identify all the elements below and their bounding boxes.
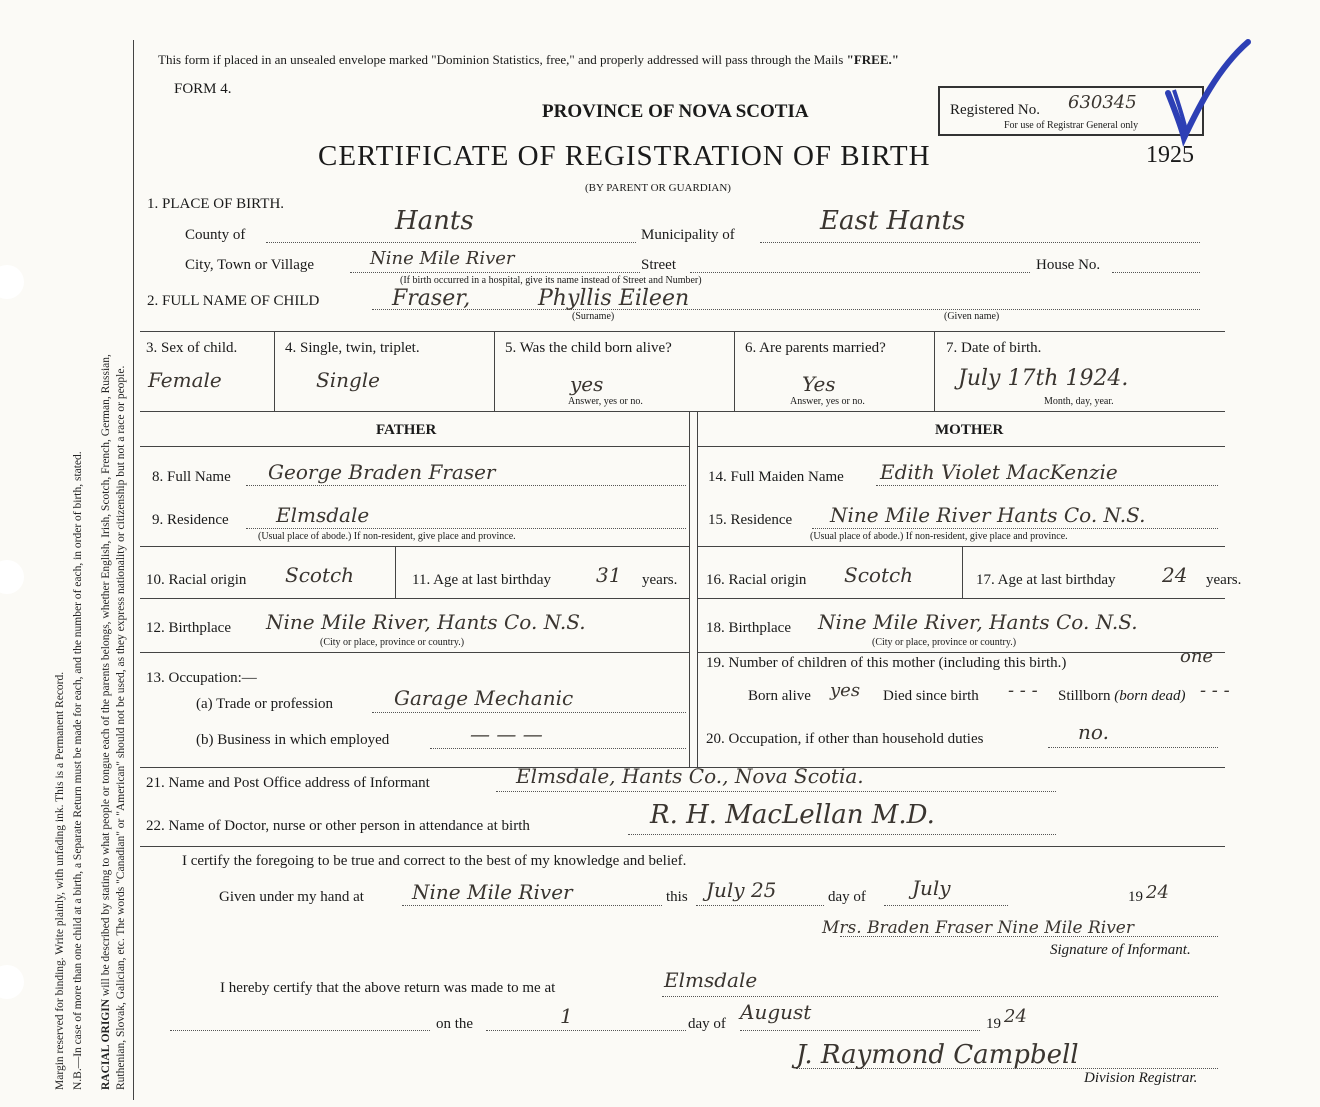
margin-note-racial-origin: RACIAL ORIGIN will be described by stating to what people or tongue each of the parents belongs, whether English, Irish, Scotch, French, German, Russian, <box>100 354 112 1090</box>
rule <box>689 411 690 767</box>
year-stamp: 1925 <box>1146 142 1194 168</box>
informant-signature: Mrs. Braden Fraser Nine Mile River <box>822 918 1134 938</box>
father-age-unit: years. <box>642 572 678 588</box>
surname-caption: (Surname) <box>572 311 615 322</box>
county-line <box>266 242 636 243</box>
registrar-leading-line <box>170 1030 430 1031</box>
registrar-year-prefix: 19 <box>986 1016 1001 1032</box>
father-business-value: — — — <box>470 722 543 746</box>
child-surname: Fraser, <box>392 286 471 311</box>
rule <box>697 546 1225 547</box>
page-title: CERTIFICATE OF REGISTRATION OF BIRTH <box>318 140 931 172</box>
binder-hole <box>0 560 24 594</box>
informant-label: 21. Name and Post Office address of Informant <box>146 775 430 791</box>
registrar-signature: J. Raymond Campbell <box>796 1040 1079 1070</box>
municipality-label: Municipality of <box>641 227 735 243</box>
mother-occupation-label: 20. Occupation, if other than household duties <box>706 731 984 747</box>
month-line <box>884 905 1008 906</box>
registrar-on-the: on the <box>436 1016 474 1032</box>
certify-month-value: July <box>912 876 951 900</box>
father-birthplace-value: Nine Mile River, Hants Co. N.S. <box>266 610 586 634</box>
informant-line <box>496 791 1056 792</box>
father-heading: FATHER <box>376 422 437 438</box>
mother-occupation-value: no. <box>1078 720 1109 744</box>
margin-note-racial-origin-cont: Ruthenian, Slovak, Galician, etc. The words "Canadian" or "American" should not be used, as they express nationality or citizenship but not a race or people. <box>115 365 127 1090</box>
father-occupation-label: 13. Occupation:— <box>146 670 257 686</box>
dob-caption: Month, day, year. <box>1044 396 1114 407</box>
municipality-line <box>760 242 1200 243</box>
day-line <box>696 905 824 906</box>
father-name-value: George Braden Fraser <box>268 460 496 484</box>
mother-birthplace-caption: (City or place, province or country.) <box>872 637 1017 648</box>
registrar-note: For use of Registrar General only <box>1004 120 1139 131</box>
father-residence-value: Elmsdale <box>276 503 370 527</box>
died-label: Died since birth <box>883 688 979 704</box>
stillborn-label: Stillborn (born dead) <box>1058 688 1186 704</box>
mother-children-value: one <box>1180 646 1214 667</box>
given-place-line <box>402 905 662 906</box>
rule <box>395 546 396 598</box>
father-business-line <box>430 748 686 749</box>
registrar-statement: I hereby certify that the above return was made to me at <box>220 980 556 996</box>
signature-caption: Signature of Informant. <box>1050 942 1191 958</box>
mother-occupation-line <box>1048 747 1218 748</box>
mother-residence-value: Nine Mile River Hants Co. N.S. <box>830 503 1146 527</box>
doctor-label: 22. Name of Doctor, nurse or other person in attendance at birth <box>146 818 530 834</box>
born-alive-value: yes <box>830 680 861 701</box>
father-name-label: 8. Full Name <box>152 469 231 485</box>
alive-label: 5. Was the child born alive? <box>505 340 672 356</box>
mother-race-label: 16. Racial origin <box>706 572 807 588</box>
binder-hole <box>0 265 24 299</box>
street-label: Street <box>641 257 676 273</box>
father-birthplace-label: 12. Birthplace <box>146 620 231 636</box>
certify-day-value: July 25 <box>706 878 777 902</box>
county-label: County of <box>185 227 246 243</box>
rule <box>140 411 1225 412</box>
rule <box>140 846 1225 847</box>
registrar-year-value: 24 <box>1004 1006 1027 1027</box>
rule <box>697 411 698 767</box>
plurality-label: 4. Single, twin, triplet. <box>285 340 420 356</box>
certify-year-value: 24 <box>1146 882 1169 903</box>
registered-number: 630345 <box>1068 92 1137 113</box>
father-business-label: (b) Business in which employed <box>196 732 390 748</box>
mother-age-label: 17. Age at last birthday <box>976 572 1116 588</box>
rule <box>140 598 689 599</box>
mother-birthplace-label: 18. Birthplace <box>706 620 791 636</box>
father-age-label: 11. Age at last birthday <box>412 572 551 588</box>
binder-hole <box>0 965 24 999</box>
sex-value: Female <box>148 368 222 392</box>
city-line <box>350 272 640 273</box>
registrar-day-line <box>486 1030 686 1031</box>
mail-notice: This form if placed in an unsealed envelope marked "Dominion Statistics, free," and properly addressed will pass through the Mails "FREE." <box>158 52 899 67</box>
rule <box>697 652 1225 653</box>
father-residence-caption: (Usual place of abode.) If non-resident, give place and province. <box>258 531 516 542</box>
certify-statement: I certify the foregoing to be true and correct to the best of my knowledge and belief. <box>182 853 687 869</box>
registrar-place-line <box>662 996 1218 997</box>
mother-birthplace-value: Nine Mile River, Hants Co. N.S. <box>818 610 1138 634</box>
married-label: 6. Are parents married? <box>745 340 886 356</box>
father-age-value: 31 <box>596 563 622 587</box>
registrar-day-value: 1 <box>560 1004 573 1028</box>
father-race-label: 10. Racial origin <box>146 572 247 588</box>
dob-label: 7. Date of birth. <box>946 340 1042 356</box>
father-race-value: Scotch <box>285 563 355 587</box>
house-label: House No. <box>1036 257 1101 273</box>
married-caption: Answer, yes or no. <box>790 396 865 407</box>
mother-name-label: 14. Full Maiden Name <box>708 469 844 485</box>
child-given-name: Phyllis Eileen <box>538 286 690 311</box>
father-trade-line <box>372 712 686 713</box>
rule <box>962 546 963 598</box>
dob-value: July 17th 1924. <box>958 366 1129 391</box>
rule <box>140 331 1225 332</box>
margin-rule <box>133 40 134 1100</box>
child-name-line <box>372 309 1200 310</box>
mother-residence-label: 15. Residence <box>708 512 793 528</box>
father-birthplace-caption: (City or place, province or country.) <box>320 637 465 648</box>
rule <box>140 446 689 447</box>
given-caption: (Given name) <box>944 311 1000 322</box>
stillborn-value: - - - <box>1200 680 1230 701</box>
born-alive-label: Born alive <box>748 688 811 704</box>
mother-race-value: Scotch <box>844 563 914 587</box>
sex-label: 3. Sex of child. <box>146 340 238 356</box>
form-number: FORM 4. <box>174 81 232 97</box>
rule <box>140 546 689 547</box>
mother-name-value: Edith Violet MacKenzie <box>880 460 1118 484</box>
registrar-month-line <box>740 1030 980 1031</box>
house-line <box>1112 272 1200 273</box>
registrar-day-of: day of <box>688 1016 726 1032</box>
informant-value: Elmsdale, Hants Co., Nova Scotia. <box>516 764 864 788</box>
registrar-place-value: Elmsdale <box>664 968 758 992</box>
doctor-value: R. H. MacLellan M.D. <box>650 800 935 830</box>
blue-check-mark <box>1150 38 1260 148</box>
page-subtitle: (BY PARENT OR GUARDIAN) <box>585 182 731 194</box>
father-name-line <box>246 485 686 486</box>
doctor-line <box>628 834 1056 835</box>
mother-age-value: 24 <box>1162 563 1188 587</box>
mother-residence-line <box>812 528 1218 529</box>
county-value: Hants <box>395 206 474 236</box>
died-value: - - - <box>1008 680 1038 701</box>
rule <box>494 331 495 411</box>
city-label: City, Town or Village <box>185 257 315 273</box>
mother-heading: MOTHER <box>935 422 1004 438</box>
mother-residence-caption: (Usual place of abode.) If non-resident, give place and province. <box>810 531 1068 542</box>
city-value: Nine Mile River <box>370 248 515 269</box>
rule <box>934 331 935 411</box>
plurality-value: Single <box>316 368 381 392</box>
registered-label: Registered No. <box>950 102 1040 118</box>
child-name-label: 2. FULL NAME OF CHILD <box>147 293 320 309</box>
alive-caption: Answer, yes or no. <box>568 396 643 407</box>
married-value: Yes <box>802 372 836 396</box>
margin-note-multiple-births: N.B.—In case of more than one child at a birth, a Separate Return must be made for each, and the number of each, in order of birth, stated. <box>72 451 84 1090</box>
certify-day-of: day of <box>828 889 866 905</box>
father-trade-value: Garage Mechanic <box>394 686 574 710</box>
father-residence-line <box>246 528 686 529</box>
father-residence-label: 9. Residence <box>152 512 229 528</box>
alive-value: yes <box>570 372 604 396</box>
province-heading: PROVINCE OF NOVA SCOTIA <box>542 101 809 122</box>
registrar-caption: Division Registrar. <box>1084 1070 1198 1086</box>
rule <box>697 598 1225 599</box>
rule <box>274 331 275 411</box>
hospital-note: (If birth occurred in a hospital, give its name instead of Street and Number) <box>400 275 702 286</box>
this-label: this <box>666 889 688 905</box>
rule <box>697 446 1225 447</box>
certify-year-prefix: 19 <box>1128 889 1143 905</box>
rule <box>734 331 735 411</box>
mother-children-label: 19. Number of children of this mother (including this birth.) <box>706 655 1067 671</box>
father-trade-label: (a) Trade or profession <box>196 696 334 712</box>
mother-age-unit: years. <box>1206 572 1242 588</box>
place-of-birth-section: 1. PLACE OF BIRTH. <box>147 196 285 212</box>
municipality-value: East Hants <box>820 206 966 236</box>
registrar-month-value: August <box>740 1000 812 1024</box>
margin-note-binding: Margin reserved for binding. Write plainly, with unfading ink. This is a Permanent Record. <box>54 671 66 1090</box>
mother-name-line <box>876 485 1218 486</box>
rule <box>140 652 689 653</box>
given-under-label: Given under my hand at <box>219 889 364 905</box>
given-place-value: Nine Mile River <box>412 880 573 904</box>
street-line <box>690 272 1030 273</box>
